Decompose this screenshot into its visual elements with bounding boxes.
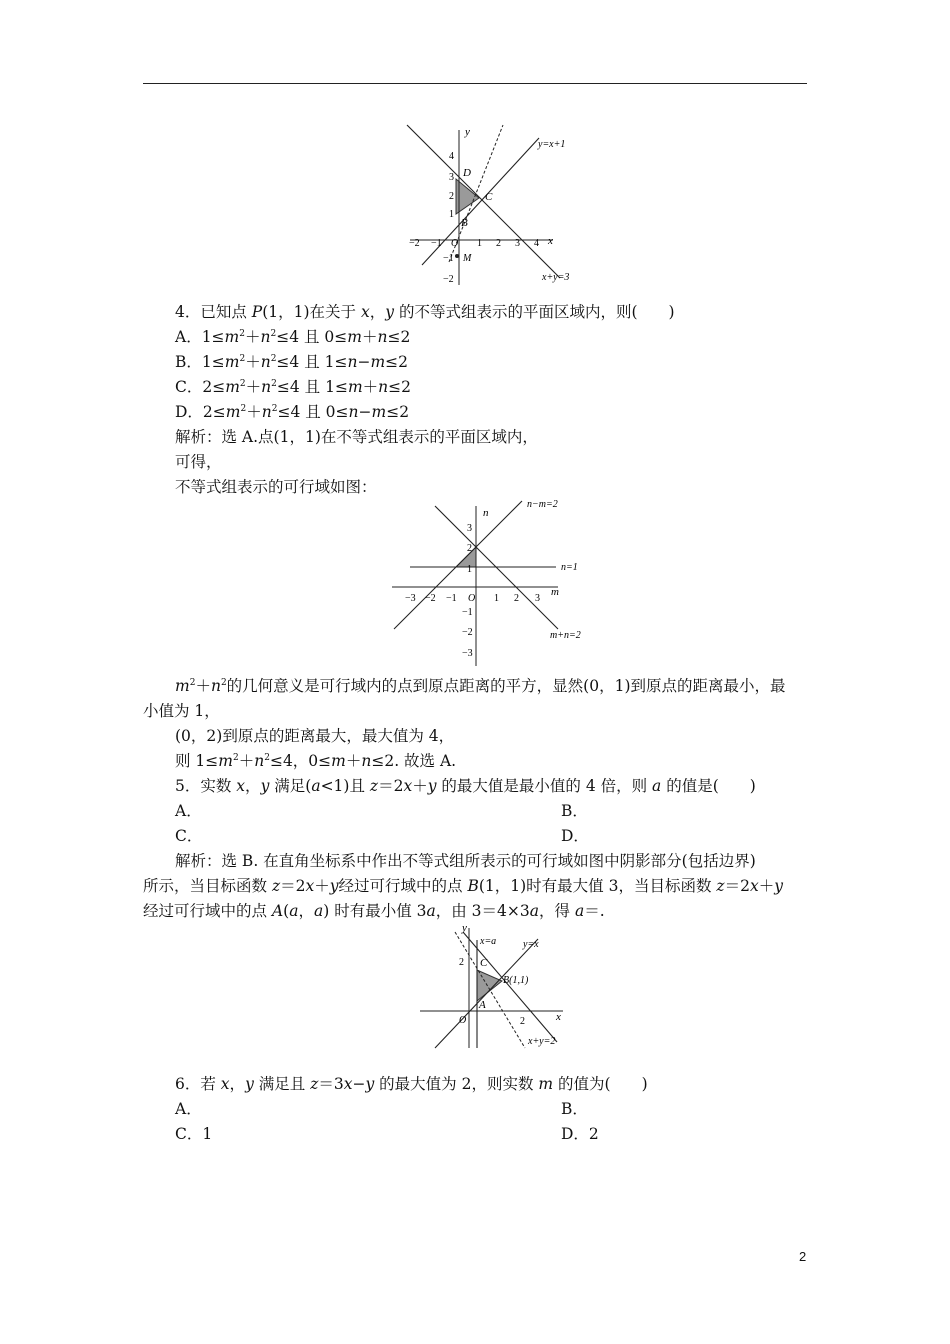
x-tick-1: −2 [409, 238, 420, 249]
y-tick-1: −2 [443, 274, 454, 285]
page-number: 2 [799, 1249, 807, 1264]
axis-y-label-2: n [483, 507, 489, 519]
q6-option-c: C．1 [175, 1125, 213, 1143]
point-label-3: C [480, 957, 488, 969]
q5-analysis-3: 经过可行域中的点 A(a，a) 时有最小值 3a，由 3＝4×3a，得 a＝. [143, 902, 605, 920]
axis-x-label-3: x [556, 1011, 561, 1023]
line-label-1: y=x+1 [538, 139, 566, 150]
q5-stem: 5．实数 x，y 满足(a<1)且 z＝2x＋y 的最大值是最小值的 4 倍，则 a 的值是( ) [175, 777, 756, 795]
q4-option-d: D．$2\le m^2+n^2\le 4$ 且 0≤n−m≤2 [175, 403, 410, 421]
q4-option-b: B．$1\le m^2+n^2\le 4$ 且 1≤n−m≤2 [175, 353, 409, 371]
point-label-1: D [463, 167, 471, 179]
origin-label-1: O [451, 238, 459, 249]
y-tick-2: −2 [462, 627, 473, 638]
q5-option-b: B． [561, 802, 588, 820]
origin-label-3: O [459, 1015, 467, 1026]
axis-x-label-1: x [548, 235, 553, 247]
x-tick-1: 1 [477, 238, 482, 249]
x-tick-2: −2 [425, 593, 436, 604]
q4-analysis-2: 可得， [175, 453, 222, 471]
q5-option-a: A． [175, 802, 202, 820]
point-label-3: B(1,1) [503, 975, 529, 986]
q6-option-b: B． [561, 1100, 588, 1118]
header-rule [143, 83, 807, 84]
x-tick-1: 3 [515, 238, 520, 249]
y-tick-1: −1 [443, 253, 454, 264]
q4-analysis-1: 解析：选 A.点(1，1)在不等式组表示的平面区域内， [175, 428, 538, 446]
point-label-1: B [461, 217, 468, 229]
figure-2 [380, 494, 590, 670]
q6-option-a: A． [175, 1100, 202, 1118]
figure-3 [415, 920, 575, 1052]
x-tick-1: 4 [534, 238, 539, 249]
x-tick-2: 1 [494, 593, 499, 604]
axis-x-label-2: m [551, 586, 559, 598]
q4-analysis-4: $m^2+n^2$的几何意义是可行域内的点到原点距离的平方，显然(0，1)到原点的距离最小，最 [175, 677, 786, 695]
q5-option-d: D． [561, 827, 589, 845]
y-tick-1: 3 [449, 172, 454, 183]
axis-y-label-3: y [462, 922, 467, 934]
x-tick-2: 2 [514, 593, 519, 604]
q5-analysis-1: 解析：选 B. 在直角坐标系中作出不等式组所表示的可行域如图中阴影部分(包括边界) [175, 852, 756, 870]
point-label-1: C [485, 191, 493, 203]
y-tick-1: 2 [449, 191, 454, 202]
line-label-3: y=x [523, 939, 539, 950]
point-label-1: M [463, 253, 472, 264]
y-tick-1: 4 [449, 151, 454, 162]
line-label-3: x=a [480, 936, 497, 947]
y-tick-2: 2 [467, 543, 472, 554]
q4-analysis-6: (0，2)到原点的距离最大，最大值为 4， [175, 727, 455, 745]
x-tick-2: 3 [535, 593, 540, 604]
x-tick-2: −3 [405, 593, 416, 604]
x-tick-1: −1 [431, 238, 442, 249]
point-label-3: A [479, 999, 486, 1011]
y-tick-2: −3 [462, 648, 473, 659]
q5-analysis-2: 所示，当目标函数 z＝2x＋y经过可行域中的点 B(1，1)时有最大值 3，当目标函数 z＝2x＋y [143, 877, 783, 895]
y-tick-3: 2 [459, 957, 464, 968]
q6-stem: 6．若 x，y 满足且 z＝3x−y 的最大值为 2，则实数 m 的值为( ) [175, 1075, 648, 1093]
y-tick-2: −1 [462, 607, 473, 618]
axis-y-label-1: y [465, 126, 470, 138]
q4-stem: 4．已知点 P(1，1)在关于 x，y 的不等式组表示的平面区域内，则( ) [175, 303, 675, 321]
line-label-3: x+y=2 [528, 1036, 556, 1047]
q5-option-c: C． [175, 827, 203, 845]
figure-1 [405, 120, 585, 292]
x-tick-3: 2 [520, 1016, 525, 1027]
line-label-2: n=1 [561, 562, 578, 573]
y-tick-1: 1 [449, 209, 454, 220]
line-label-2: n−m=2 [527, 499, 558, 510]
q4-analysis-7: 则 $1\le m^2+n^2\le 4$，0≤m＋n≤2. 故选 A. [175, 752, 457, 770]
line-label-2: m+n=2 [550, 630, 581, 641]
q4-analysis-3: 不等式组表示的可行域如图： [175, 478, 377, 496]
q4-analysis-5: 小值为 1， [143, 702, 220, 720]
x-tick-2: −1 [446, 593, 457, 604]
y-tick-2: 3 [467, 523, 472, 534]
q6-option-d: D．2 [561, 1125, 599, 1143]
q4-option-c: C．$2\le m^2+n^2\le 4$ 且 1≤m＋n≤2 [175, 378, 412, 396]
origin-label-2: O [468, 593, 476, 604]
feasible-region-3 [477, 970, 502, 1001]
y-tick-2: 1 [467, 564, 472, 575]
q4-option-a: A．$1\le m^2+n^2\le 4$ 且 0≤m＋n≤2 [175, 328, 411, 346]
x-tick-1: 2 [496, 238, 501, 249]
line-label-1: x+y=3 [542, 272, 570, 283]
